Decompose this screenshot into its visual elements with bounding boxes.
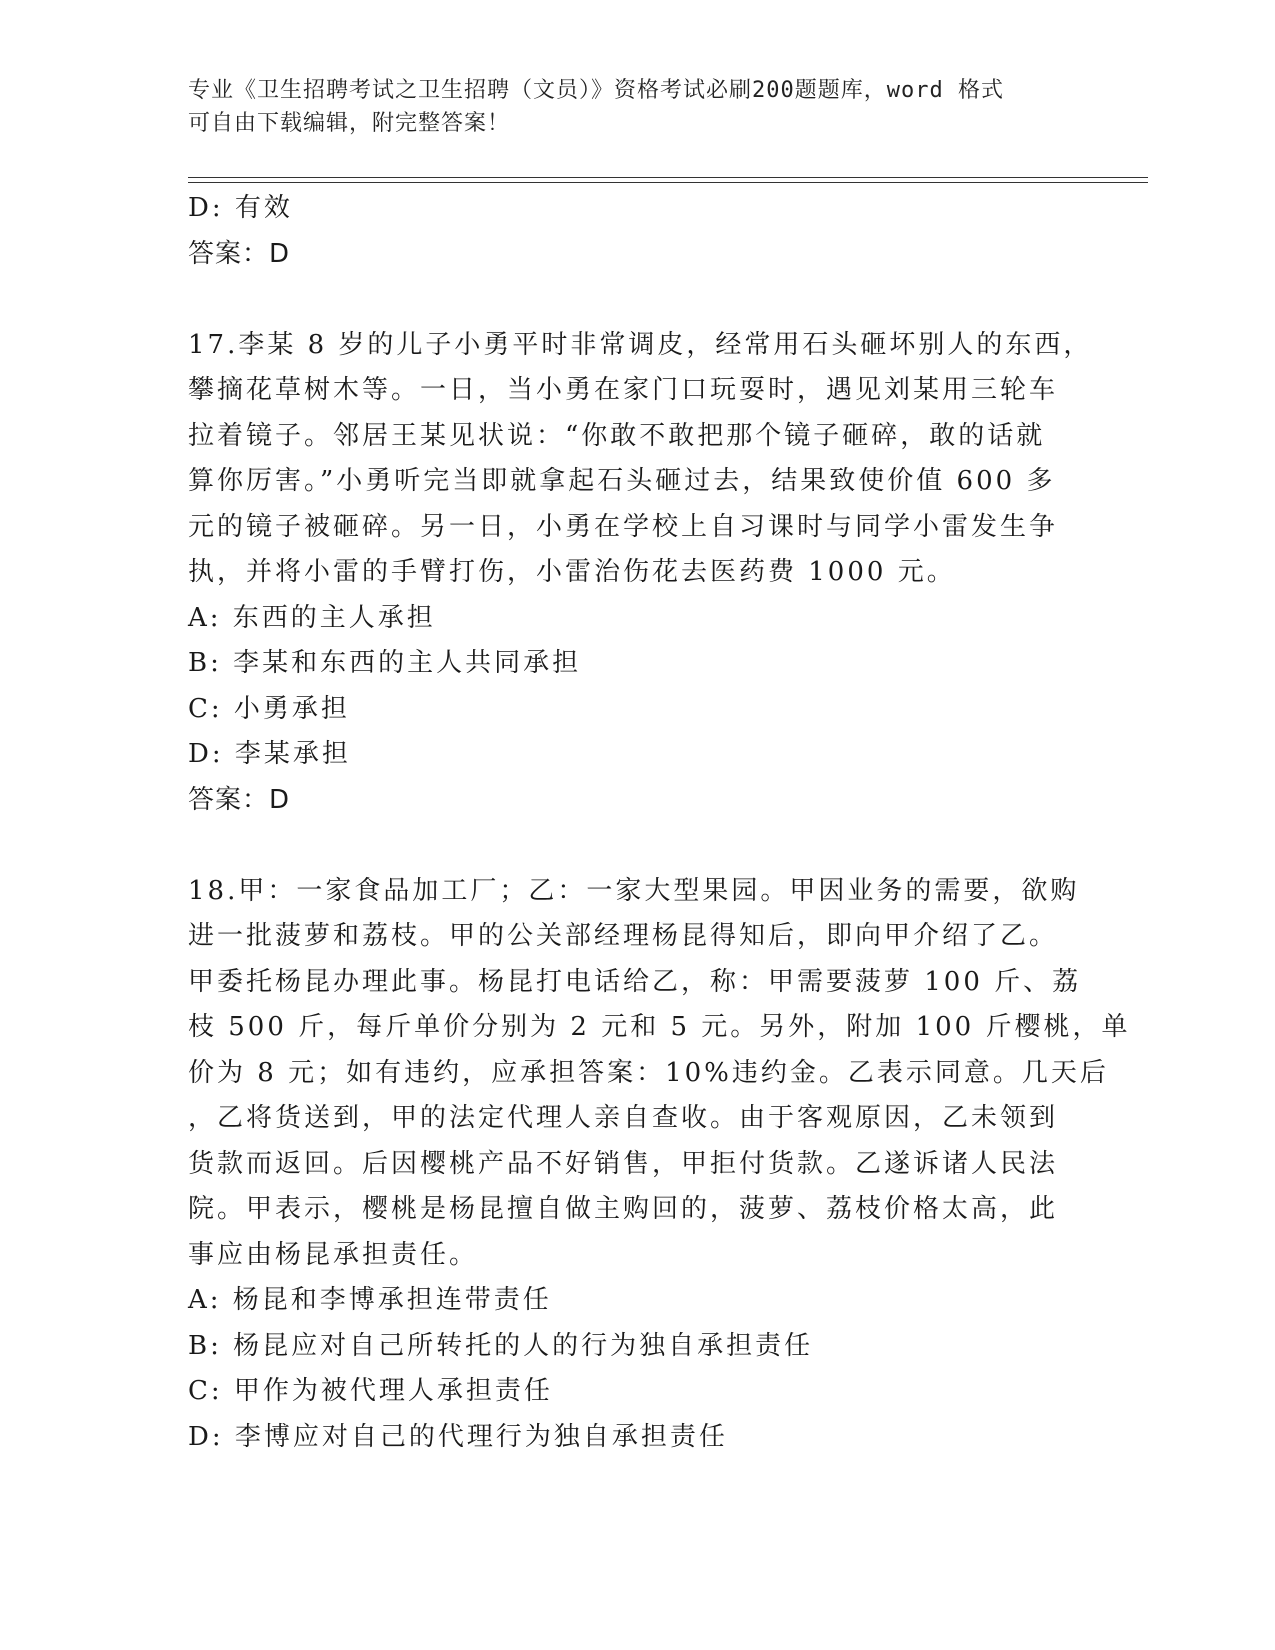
- question-18-stem-line: 货款而返回。后因樱桃产品不好销售，甲拒付货款。乙遂诉诸人民法: [188, 1148, 1059, 1179]
- question-17-stem-line: 元的镜子被砸碎。另一日，小勇在学校上自习课时与同学小雷发生争: [188, 511, 1059, 542]
- header-line-2: 可自由下载编辑，附完整答案！: [188, 111, 511, 136]
- question-17-stem-line: 拉着镜子。邻居王某见状说：“你敢不敢把那个镜子砸碎，敢的话就: [188, 420, 1046, 451]
- header-divider-top: [188, 177, 1148, 178]
- spacer: [188, 277, 1088, 323]
- question-18-stem-line: 进一批菠萝和荔枝。甲的公关部经理杨昆得知后，即向甲介绍了乙。: [188, 921, 1059, 951]
- document-header: [188, 74, 1068, 140]
- question-17-stem-line: 执，并将小雷的手臂打伤，小雷治伤花去医药费 1000 元。: [188, 557, 956, 587]
- question-18-stem-line: 枝 500 斤，每斤单价分别为 2 元和 5 元。另外，附加 100 斤樱桃，单: [188, 1012, 1131, 1042]
- question-18-option-d: D: 李博应对自己的代理行为独自承担责任: [188, 1421, 728, 1452]
- question-18-stem-line: 价为 8 元；如有违约，应承担答案：10%违约金。乙表示同意。几天后: [188, 1057, 1109, 1088]
- question-17-option-c: C: 小勇承担: [188, 693, 350, 724]
- document-body: [188, 186, 1131, 1460]
- prev-option-d: D: 有效: [188, 193, 293, 223]
- question-18-option-b: B: 杨昆应对自己所转托的人的行为独自承担责任: [188, 1330, 814, 1361]
- question-17: [188, 323, 1093, 824]
- question-18-option-c: C: 甲作为被代理人承担责任: [188, 1376, 553, 1406]
- question-18-stem-line: ，乙将货送到，甲的法定代理人亲自查收。由于客观原因，乙未领到: [188, 1103, 1059, 1133]
- question-18: [188, 869, 1131, 1461]
- question-17-option-a: A: 东西的主人承担: [188, 602, 436, 633]
- header-divider-bottom: [188, 182, 1148, 183]
- question-17-option-d: D: 李某承担: [188, 739, 351, 769]
- question-18-stem-line: 甲委托杨昆办理此事。杨昆打电话给乙，称：甲需要菠萝 100 斤、荔: [188, 966, 1082, 997]
- question-17-option-b: B: 李某和东西的主人共同承担: [188, 648, 582, 678]
- question-17-answer: 答案：D: [188, 784, 291, 815]
- header-line-1: 专业《卫生招聘考试之卫生招聘（文员）》资格考试必刷200题题库，word 格式: [188, 78, 1004, 103]
- question-18-stem-line: 18.甲：一家食品加工厂；乙：一家大型果园。甲因业务的需要，欲购: [188, 875, 1080, 906]
- question-18-stem-line: 院。甲表示，樱桃是杨昆擅自做主购回的，菠萝、荔枝价格太高，此: [188, 1194, 1059, 1224]
- question-17-stem-line: 算你厉害。”小勇听完当即就拿起石头砸过去，结果致使价值 600 多: [188, 466, 1056, 496]
- prev-answer: 答案：D: [188, 238, 291, 269]
- question-17-stem-line: 17.李某 8 岁的儿子小勇平时非常调皮，经常用石头砸坏别人的东西，: [188, 329, 1093, 360]
- question-18-stem-line: 事应由杨昆承担责任。: [188, 1239, 479, 1270]
- spacer: [188, 823, 1088, 869]
- question-18-option-a: A: 杨昆和李博承担连带责任: [188, 1285, 552, 1315]
- question-17-stem-line: 攀摘花草树木等。一日，当小勇在家门口玩耍时，遇见刘某用三轮车: [188, 375, 1059, 405]
